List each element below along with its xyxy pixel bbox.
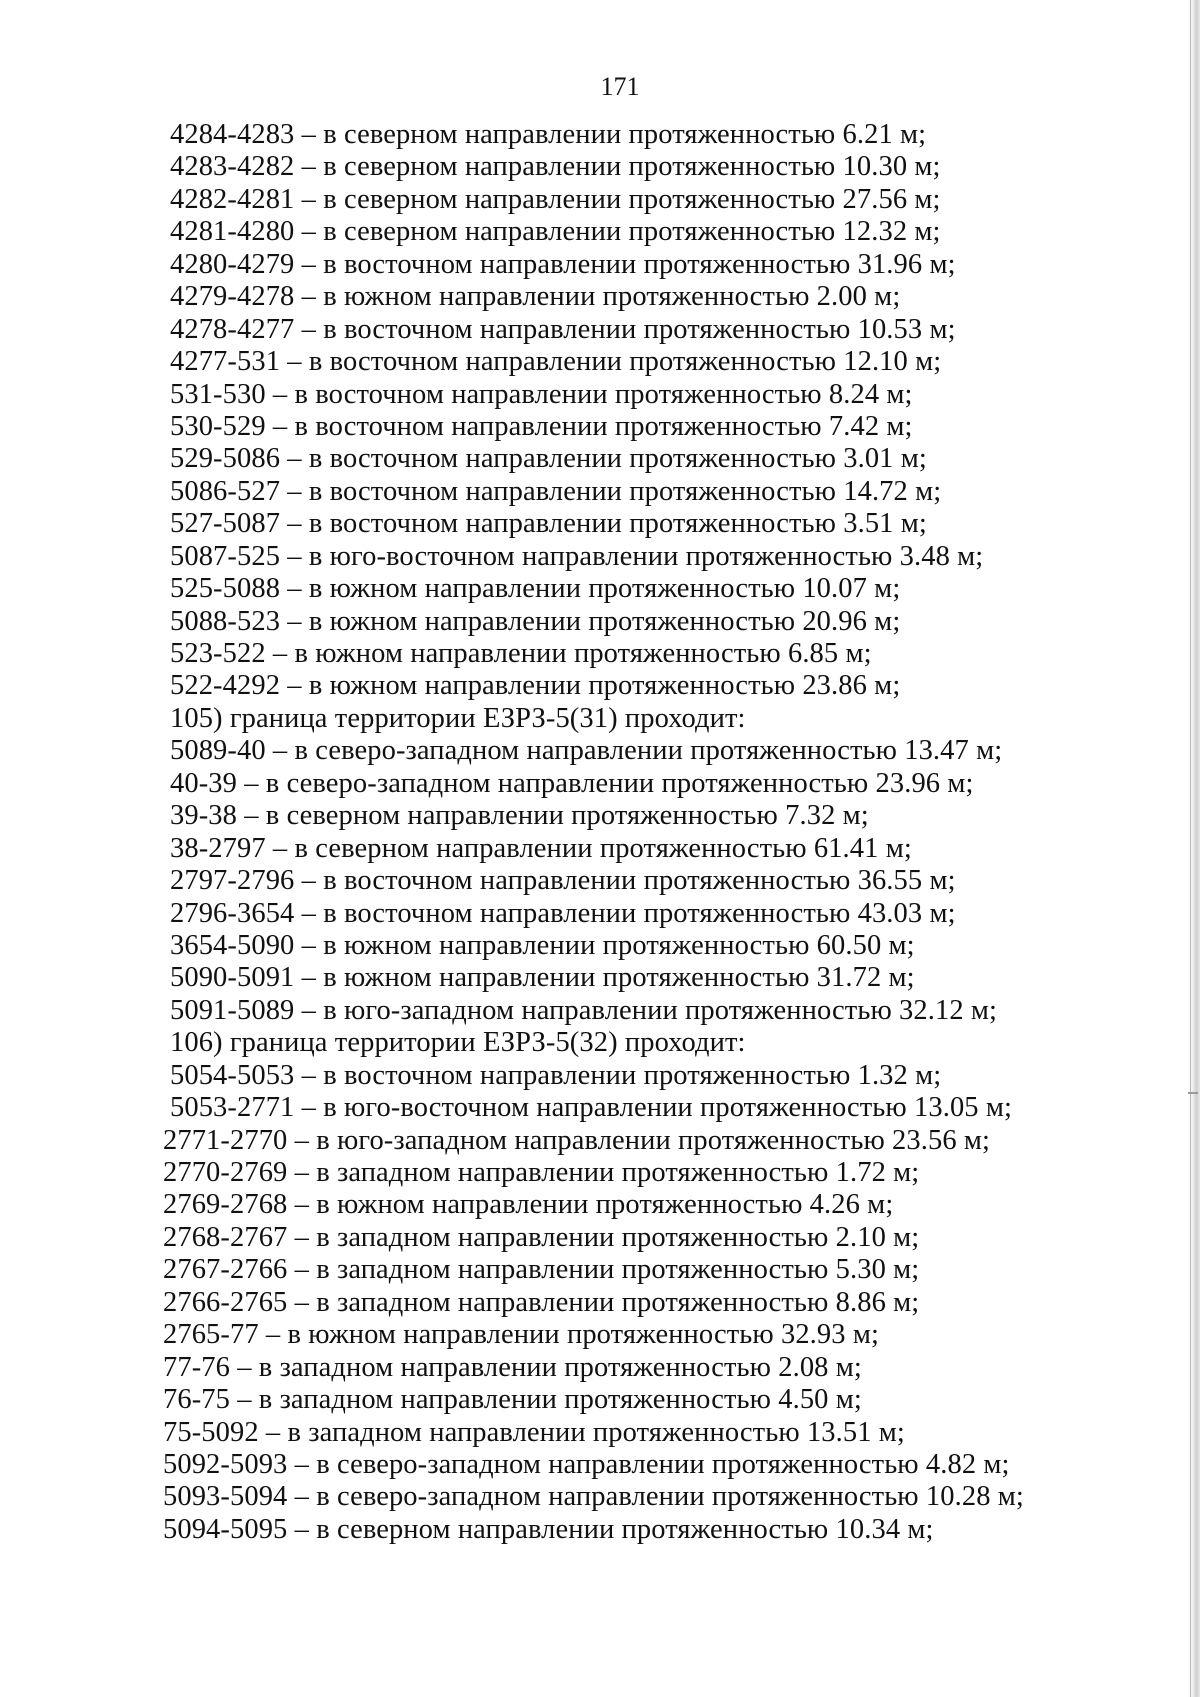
document-line: 2771-2770 – в юго-западном направлении протяженностью 23.56 м; bbox=[163, 1124, 991, 1156]
document-line: 2766-2765 – в западном направлении протяженностью 8.86 м; bbox=[163, 1286, 920, 1318]
document-line: 5087-525 – в юго-восточном направлении протяженностью 3.48 м; bbox=[170, 540, 984, 572]
document-line: 4277-531 – в восточном направлении протяженностью 12.10 м; bbox=[170, 346, 942, 378]
document-line: 5094-5095 – в северном направлении протяженностью 10.34 м; bbox=[163, 1513, 934, 1545]
document-line: 4278-4277 – в восточном направлении протяженностью 10.53 м; bbox=[170, 313, 956, 345]
document-line: 527-5087 – в восточном направлении протяженностью 3.51 м; bbox=[170, 508, 927, 540]
document-line: 2796-3654 – в восточном направлении протяженностью 43.03 м; bbox=[170, 897, 956, 929]
document-line: 5053-2771 – в юго-восточном направлении протяженностью 13.05 м; bbox=[170, 1092, 1013, 1124]
document-line: 4281-4280 – в северном направлении протяженностью 12.32 м; bbox=[170, 216, 941, 248]
document-line: 105) граница территории ЕЗРЗ-5(31) проходит: bbox=[170, 702, 746, 734]
document-line: 4284-4283 – в северном направлении протяженностью 6.21 м; bbox=[170, 119, 927, 150]
document-line: 2765-77 – в южном направлении протяженностью 32.93 м; bbox=[163, 1319, 879, 1351]
page-number: 171 bbox=[600, 72, 640, 101]
document-line: 5088-523 – в южном направлении протяженностью 20.96 м; bbox=[170, 605, 901, 637]
document-line: 2797-2796 – в восточном направлении протяженностью 36.55 м; bbox=[170, 865, 956, 897]
document-line: 40-39 – в северо-западном направлении протяженностью 23.96 м; bbox=[170, 767, 974, 799]
document-line: 523-522 – в южном направлении протяженностью 6.85 м; bbox=[170, 638, 872, 669]
document-line: 531-530 – в восточном направлении протяженностью 8.24 м; bbox=[170, 378, 913, 410]
document-line: 76-75 – в западном направлении протяженностью 4.50 м; bbox=[163, 1384, 862, 1416]
document-line: 530-529 – в восточном направлении протяженностью 7.42 м; bbox=[170, 410, 913, 442]
document-line: 5093-5094 – в северо-западном направлении протяженностью 10.28 м; bbox=[163, 1481, 1024, 1513]
document-line: 77-76 – в западном направлении протяженностью 2.08 м; bbox=[163, 1351, 862, 1383]
scan-edge-tick bbox=[1188, 1092, 1198, 1094]
document-line: 5054-5053 – в восточном направлении протяженностью 1.32 м; bbox=[170, 1059, 942, 1091]
document-line: 2769-2768 – в южном направлении протяженностью 4.26 м; bbox=[163, 1189, 894, 1221]
document-line: 5086-527 – в восточном направлении протяженностью 14.72 м; bbox=[170, 475, 942, 507]
document-line: 106) граница территории ЕЗРЗ-5(32) проходит: bbox=[170, 1027, 746, 1059]
boundary-lines-list bbox=[0, 119, 1200, 1546]
document-line: 2770-2769 – в западном направлении протяженностью 1.72 м; bbox=[163, 1157, 920, 1188]
document-line: 4280-4279 – в восточном направлении протяженностью 31.96 м; bbox=[170, 248, 956, 280]
document-line: 3654-5090 – в южном направлении протяженностью 60.50 м; bbox=[170, 929, 915, 961]
document-line: 5089-40 – в северо-западном направлении протяженностью 13.47 м; bbox=[170, 735, 1003, 767]
scan-edge-line bbox=[1190, 0, 1191, 1697]
document-line: 75-5092 – в западном направлении протяженностью 13.51 м; bbox=[163, 1416, 905, 1448]
document-line: 5090-5091 – в южном направлении протяженностью 31.72 м; bbox=[170, 962, 915, 994]
document-line: 522-4292 – в южном направлении протяженностью 23.86 м; bbox=[170, 670, 901, 702]
document-line: 5091-5089 – в юго-западном направлении протяженностью 32.12 м; bbox=[170, 994, 998, 1026]
document-line: 525-5088 – в южном направлении протяженностью 10.07 м; bbox=[170, 573, 901, 605]
document-line: 2768-2767 – в западном направлении протяженностью 2.10 м; bbox=[163, 1221, 920, 1253]
document-line: 5092-5093 – в северо-западном направлении протяженностью 4.82 м; bbox=[163, 1448, 1010, 1480]
document-line: 39-38 – в северном направлении протяженностью 7.32 м; bbox=[170, 800, 869, 832]
document-line: 38-2797 – в северном направлении протяженностью 61.41 м; bbox=[170, 832, 912, 864]
document-line: 4279-4278 – в южном направлении протяженностью 2.00 м; bbox=[170, 281, 901, 313]
document-line: 2767-2766 – в западном направлении протяженностью 5.30 м; bbox=[163, 1254, 920, 1286]
document-line: 4283-4282 – в северном направлении протяженностью 10.30 м; bbox=[170, 151, 941, 183]
document-line: 4282-4281 – в северном направлении протяженностью 27.56 м; bbox=[170, 183, 941, 215]
document-line: 529-5086 – в восточном направлении протяженностью 3.01 м; bbox=[170, 443, 927, 475]
